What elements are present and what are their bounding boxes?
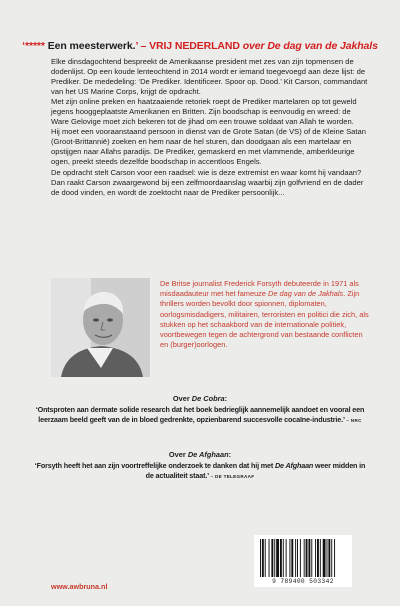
- barcode-bar: [334, 539, 335, 577]
- barcode-bar: [323, 539, 326, 577]
- author-photo: [51, 278, 150, 377]
- review-book-title: De Cobra: [191, 394, 225, 403]
- review-afghaan: [30, 450, 370, 482]
- barcode-bar: [328, 539, 330, 577]
- barcode-bar: [286, 539, 287, 577]
- barcode-bar: [304, 539, 305, 577]
- barcode-bar: [297, 539, 298, 577]
- cover-tagline: [0, 40, 400, 52]
- tagline-quote: Een meesterwerk.: [47, 40, 136, 52]
- barcode-bar: [295, 539, 296, 577]
- tagline-over: over: [242, 40, 265, 52]
- barcode-bar: [274, 539, 275, 577]
- barcode-bar: [262, 539, 264, 577]
- isbn-number: 9 789400 503342: [254, 578, 352, 587]
- review-quote: ‘Forsyth heeft het aan zijn voortreffelijke onderzoek te danken dat hij met De Afghaan weer midden in de actualiteit staat.’ – DE TELEGRAAF: [34, 461, 366, 481]
- review-heading: Over De Cobra:: [172, 394, 228, 403]
- tagline-source: VRIJ NEDERLAND: [149, 40, 240, 52]
- barcode-bar: [308, 539, 310, 577]
- barcode: [254, 535, 352, 579]
- barcode-bar: [260, 539, 261, 577]
- blurb-paragraph: Elke dinsdagochtend bespreekt de Amerikaanse president met zes van zijn topmensen de dodenlijst. Op een koude lenteochtend in 2014 wordt er iemand toegevoegd aan deze lijst: de Prediker. De mededeling: ‘De Prediker. Identificeer. Spoor op. Dood.’ Kit Carson, commandant van het US Marine Corps, krijgt de opdracht.: [51, 57, 368, 97]
- tagline-stars: *****: [24, 40, 45, 52]
- blurb-paragraph: Hij moet een vooraanstaand persoon in dienst van de Grote Satan (de VS) of de Kleine Satan (Groot-Brittannië) zoeken en hem naar de hel sturen, dan doodgaan als een martelaar en opstijgen naar Allahs paradijs. De Prediker, gemaskerd en met vlammende, amberkleurige ogen, preekt steeds dezelfde boodschap in accentloos Engels.: [51, 127, 366, 167]
- publisher-website: www.awbruna.nl: [51, 582, 108, 591]
- barcode-bar: [320, 539, 321, 577]
- barcode-bar: [283, 539, 284, 577]
- tagline-dash: –: [140, 40, 147, 52]
- review-cobra: [30, 394, 370, 426]
- barcode-bar: [291, 539, 293, 577]
- bio-text-part2: . Zijn thrillers worden bevolkt door spionnen, diplomaten, oorlogsmisdadigers, militairen, terroristen en politici die zich, als stukken op het schaakbord van de internationale politiek, voortbewegen tegen de achtergrond van bestaande conflicten en (burger)oorlogen.: [160, 289, 369, 350]
- barcode-bar: [311, 539, 312, 577]
- barcode-bar: [300, 539, 301, 577]
- barcode-bar: [289, 539, 290, 577]
- barcode-bar: [276, 539, 279, 577]
- back-cover-blurb: [51, 57, 369, 198]
- barcode-bar: [280, 539, 282, 577]
- barcode-bar: [265, 539, 266, 577]
- review-source: DE TELEGRAAF: [215, 474, 255, 480]
- review-quote: ‘Ontsproten aan dermate solide research dat het boek bedrieglijk aannemelijk aandoet en vooral een leerzaam beeld geeft van de in bloed gedrenkte, opzienbarend succesvolle cocaïne-industrie.’ – NRC: [35, 405, 365, 425]
- review-heading: Over De Afghaan:: [168, 450, 232, 459]
- barcode-bar: [306, 539, 308, 577]
- bio-text-part1: De Britse journalist Frederick Forsyth debuteerde in 1971 als misdaadauteur met het fameuze: [160, 279, 359, 299]
- barcode-bar: [315, 539, 316, 577]
- blurb-paragraph: Dan raakt Carson zwaargewond bij een zelfmoordaanslag waarbij zijn golfvriend en de dader de dood vinden, en wordt de zoektocht naar de Prediker persoonlijk...: [51, 177, 364, 197]
- barcode-bar: [327, 539, 328, 577]
- blurb-paragraph: Met zijn online preken en haatzaaiende retoriek roept de Prediker martelaren op tot geweld jegens hooggeplaatste Amerikanen en Britten. Zijn boodschap is eenvoudig en wreed: de Ware Gelovige moet zich bekeren tot de jihad om een trouwe soldaat van Allah te worden.: [51, 97, 357, 127]
- barcode-bar: [269, 539, 270, 577]
- tagline-close-quote: ’: [135, 40, 138, 52]
- review-source: NRC: [350, 418, 362, 424]
- barcode-bar: [271, 539, 273, 577]
- barcode-bar: [317, 539, 319, 577]
- blurb-paragraph: De opdracht stelt Carson voor een raadsel: wie is deze extremist en waar komt hij vandaan?: [51, 167, 362, 177]
- review-book-title: De Afghaan: [187, 450, 229, 459]
- tagline-book: De dag van de Jakhals: [267, 40, 378, 52]
- bio-book-title: De dag van de Jakhals: [268, 289, 344, 299]
- tagline-open-quote: ‘: [22, 40, 25, 52]
- author-bio: [160, 279, 372, 350]
- barcode-bar: [331, 539, 332, 577]
